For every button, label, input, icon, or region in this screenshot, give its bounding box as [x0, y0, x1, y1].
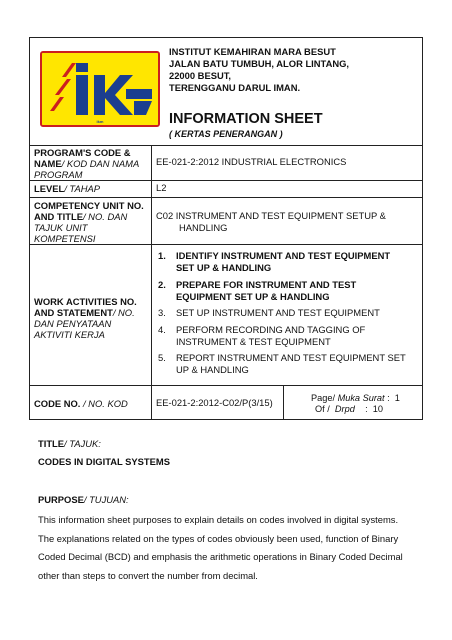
- activity-line: IDENTIFY INSTRUMENT AND TEST EQUIPMENT: [176, 250, 391, 261]
- title-heading-italic: / TAJUK:: [64, 438, 101, 449]
- activity-line: SET UP & HANDLING: [176, 262, 272, 273]
- purpose-line: other than steps to convert the number from decimal.: [38, 569, 258, 581]
- competency-value-line2: HANDLING: [179, 222, 228, 233]
- program-value: EE-021-2:2012 INDUSTRIAL ELECTRONICS: [156, 156, 347, 167]
- sheet-subtitle: ( KERTAS PENERANGAN ): [169, 129, 283, 139]
- competency-value: [156, 210, 386, 234]
- row-divider: [30, 244, 422, 245]
- program-label: [34, 147, 139, 180]
- competency-label-italic3: KOMPETENSI: [34, 233, 96, 244]
- activity-text: [176, 250, 390, 274]
- work-activities-list: [158, 250, 420, 381]
- page-number: 1: [394, 393, 400, 403]
- row-divider: [30, 145, 422, 146]
- purpose-line: Coded Decimal (BCD) and emphasis the arithmetic operations in Binary Coded Decimal: [38, 551, 403, 562]
- institute-line: INSTITUT KEMAHIRAN MARA BESUT: [169, 46, 336, 57]
- purpose-heading-bold: PURPOSE: [38, 494, 84, 505]
- competency-label-italic: / NO. DAN: [82, 211, 128, 222]
- page-info: [289, 393, 423, 415]
- work-activity-item: [158, 352, 420, 376]
- purpose-line: This information sheet purposes to explain details on codes involved in digital systems.: [38, 514, 399, 525]
- activity-line: INSTRUMENT & TEST EQUIPMENT: [176, 335, 331, 347]
- code-label-bold: CODE NO.: [34, 398, 81, 409]
- institute-line: TERENGGANU DARUL IMAN.: [169, 82, 301, 93]
- page-total-row: [289, 404, 423, 415]
- competency-value-line1: C02 INSTRUMENT AND TEST EQUIPMENT SETUP &: [156, 210, 386, 221]
- work-activity-item: [158, 324, 420, 348]
- work-activities-label: [34, 296, 137, 340]
- institute-line: JALAN BATU TUMBUH, ALOR LINTANG,: [169, 58, 350, 69]
- activity-text: [176, 279, 356, 303]
- of-label-italic: Drpd: [334, 404, 355, 414]
- work-activities-label-italic: / NO.: [112, 307, 135, 318]
- work-activity-item: [158, 279, 420, 303]
- activity-number: 1.: [158, 250, 166, 261]
- level-label: [34, 183, 100, 194]
- activity-number: 2.: [158, 278, 166, 290]
- competency-label-italic2: TAJUK UNIT: [34, 222, 88, 233]
- page-number-row: [289, 393, 423, 404]
- activity-line: PERFORM RECORDING AND TAGGING OF: [176, 323, 366, 335]
- level-value: L2: [156, 182, 167, 193]
- page-total: 10: [372, 404, 383, 414]
- activity-line: REPORT INSTRUMENT AND TEST EQUIPMENT SET: [176, 352, 406, 363]
- activity-line: PREPARE FOR INSTRUMENT AND TEST: [176, 278, 357, 290]
- institute-line: 22000 BESUT,: [169, 70, 232, 81]
- of-label: Of /: [315, 404, 330, 414]
- page-label-italic: Muka Surat: [337, 393, 385, 403]
- title-text: CODES IN DIGITAL SYSTEMS: [38, 456, 170, 467]
- activity-text: [176, 324, 365, 348]
- activity-line: EQUIPMENT SET UP & HANDLING: [176, 290, 330, 302]
- logo-wordmark: ikm: [96, 119, 104, 124]
- level-label-italic: / TAHAP: [64, 183, 100, 194]
- row-divider: [30, 385, 422, 386]
- program-label-bold2: NAME: [34, 158, 62, 169]
- code-label-italic: / NO. KOD: [82, 398, 128, 409]
- work-activities-label-italic3: AKTIVITI KERJA: [34, 329, 105, 340]
- competency-label-bold: COMPETENCY UNIT NO.: [34, 200, 144, 211]
- ikm-logo: [40, 51, 160, 127]
- activity-number: 3.: [158, 307, 166, 318]
- row-divider: [30, 197, 422, 198]
- code-label: [34, 398, 128, 409]
- competency-label: [34, 200, 144, 244]
- purpose-paragraph: [38, 511, 414, 585]
- work-activities-label-bold: WORK ACTIVITIES NO.: [34, 296, 137, 307]
- activity-line: SET UP INSTRUMENT AND TEST EQUIPMENT: [176, 307, 380, 318]
- activity-text: [176, 352, 406, 376]
- program-label-bold: PROGRAM'S CODE &: [34, 147, 131, 158]
- purpose-heading-italic: / TUJUAN:: [83, 494, 129, 505]
- column-divider: [283, 385, 284, 420]
- level-label-bold: LEVEL: [34, 183, 65, 194]
- activity-number: 5.: [158, 352, 166, 363]
- work-activities-label-italic2: DAN PENYATAAN: [34, 318, 112, 329]
- work-activity-item: [158, 307, 420, 319]
- information-sheet-table: [29, 37, 423, 420]
- code-value: EE-021-2:2012-C02/P(3/15): [156, 397, 273, 408]
- competency-label-bold2: AND TITLE: [34, 211, 83, 222]
- sheet-title: INFORMATION SHEET: [169, 111, 323, 127]
- page-sep: :: [387, 393, 390, 403]
- purpose-line: The explanations related on the types of codes obviously been used, function of Binary: [38, 532, 399, 544]
- institute-address: [169, 46, 349, 94]
- activity-line: UP & HANDLING: [176, 364, 249, 375]
- ikm-logo-graphic: [42, 53, 158, 125]
- of-sep: :: [365, 404, 368, 414]
- purpose-heading: [38, 494, 414, 505]
- title-heading: [38, 438, 414, 449]
- title-heading-bold: TITLE: [38, 438, 65, 449]
- page-label: Page/: [311, 393, 336, 403]
- program-label-italic: / KOD DAN NAMA: [61, 158, 140, 169]
- row-divider: [30, 180, 422, 181]
- column-divider: [151, 145, 152, 420]
- work-activities-label-bold2: AND STATEMENT: [34, 307, 113, 318]
- work-activity-item: [158, 250, 420, 274]
- program-label-italic2: PROGRAM: [34, 169, 83, 180]
- activity-number: 4.: [158, 323, 166, 335]
